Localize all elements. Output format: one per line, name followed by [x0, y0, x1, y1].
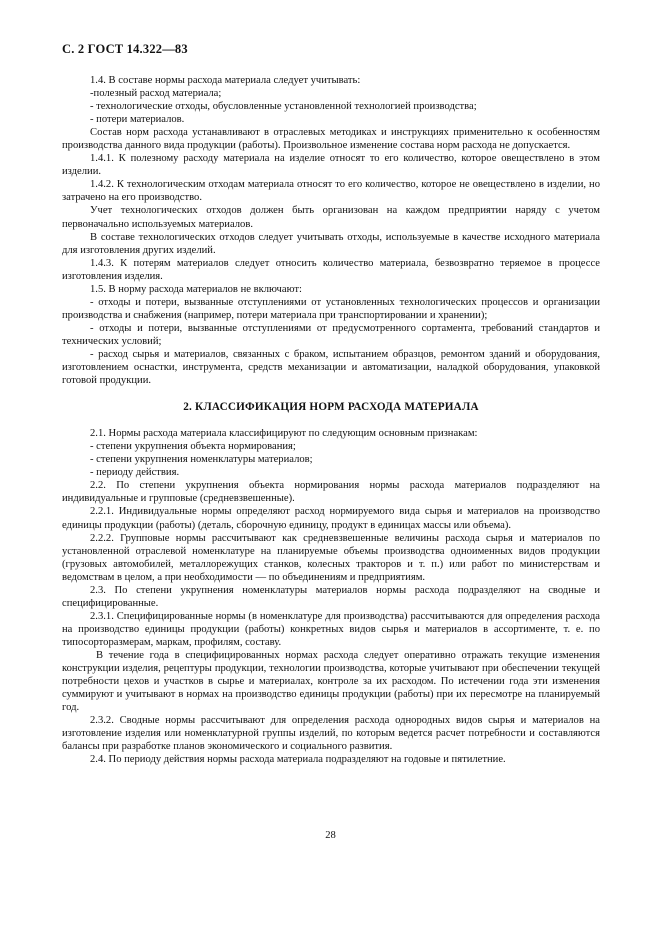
paragraph: 1.4.1. К полезному расходу материала на изделие относят то его количество, которое овеществлено в этом изделии. [62, 153, 600, 178]
paragraph: - степени укрупнения номенклатуры материалов; [90, 454, 313, 466]
paragraph: -полезный расход материала; [90, 88, 222, 100]
section-2-body [62, 427, 600, 766]
paragraph: 2.3.2. Сводные нормы рассчитывают для определения расхода однородных видов сырья и материалов на изготовление изделия или номенклатурной группы изделий, по которым ведется расчет потребности и составляются балансы при разработке планов экономического и социального развития. [62, 715, 600, 753]
paragraph: 1.4.3. К потерям материалов следует относить количество материала, безвозвратно теряемое в процессе изготовления изделия. [62, 257, 600, 282]
paragraph: - периоду действия. [90, 467, 180, 479]
paragraph: - расход сырья и материалов, связанных с браком, испытанием образцов, ремонтом зданий и оборудования, изготовлением оснастки, инструмента, средств механизации и автоматизации, наладкой оборудования, упаковкой готовой продукции. [62, 348, 600, 387]
section-1-continuation [62, 74, 600, 387]
paragraph: В составе технологических отходов следует учитывать отходы, используемые в качестве исходного материала для изготовления других изделий. [62, 231, 600, 256]
paragraph: Состав норм расхода устанавливают в отраслевых методиках и инструкциях применительно к особенностям производства данного вида продукции (работы). Произвольное изменение состава норм расхода не допускается. [62, 127, 600, 152]
paragraph: 1.5. В норму расхода материалов не включают: [90, 283, 302, 295]
paragraph: - технологические отходы, обусловленные установленной технологией производства; [90, 101, 477, 113]
paragraph: 2.4. По периоду действия нормы расхода материала подразделяют на годовые и пятилетние. [90, 754, 506, 766]
document-body [62, 74, 600, 766]
section-title: 2. КЛАССИФИКАЦИЯ НОРМ РАСХОДА МАТЕРИАЛА [183, 401, 479, 414]
paragraph: 2.3. По степени укрупнения номенклатуры материалов нормы расхода подразделяют на сводные и специфицированные. [62, 584, 600, 609]
paragraph: 2.3.1. Специфицированные нормы (в номенклатуре для производства) рассчитываются для определения расхода на производство единицы продукции (работы) конкретных видов сырья и материалов в ассортименте, т. е. по типосорторазмерам, маркам, профилям, составу. [62, 610, 600, 648]
page-header: С. 2 ГОСТ 14.322—83 [62, 42, 188, 56]
page-number: 28 [325, 830, 336, 841]
paragraph: - степени укрупнения объекта нормирования; [90, 441, 296, 453]
paragraph: - потери материалов. [90, 114, 185, 126]
paragraph: 1.4. В составе нормы расхода материала следует учитывать: [90, 75, 361, 86]
paragraph: 2.1. Нормы расхода материала классифицируют по следующим основным признакам: [90, 428, 478, 440]
paragraph: 2.2.1. Индивидуальные нормы определяют расход нормируемого вида сырья и материалов на производство единицы продукции (работы) (деталь, сборочную единицу, продукт в единицах массы или объема). [62, 506, 600, 531]
paragraph: - отходы и потери, вызванные отступлениями от установленных технологических процессов и организации производства и снабжения (например, потери материала при транспортировании и хранении); [62, 296, 600, 321]
paragraph: 1.4.2. К технологическим отходам материала относят то его количество, которое не овеществлено в изделии, но затрачено на его производство. [62, 179, 600, 204]
paragraph: Учет технологических отходов должен быть организован на каждом предприятии наряду с учетом первоначально используемых материалов. [62, 205, 600, 230]
paragraph: - отходы и потери, вызванные отступлениями от предусмотренного сортамента, требований стандартов и технических условий; [62, 322, 600, 347]
paragraph: В течение года в специфицированных нормах расхода следует оперативно отражать текущие изменения конструкции изделия, рецептуры продукции, технологии производства, которые учитывают при обеспечении текущей потребности цехов и участков в сырье и материалах, контроле за их расходом. По истечении года эти изменения суммируют и учитывают в нормах на производство единицы продукции (работы) при их пересмотре на планируемый год. [62, 649, 600, 714]
paragraph: 2.2.2. Групповые нормы рассчитывают как средневзвешенные величины расхода сырья и материалов по установленной отраслевой номенклатуре на планируемые объемы производства одноименных видов продукции (грузовых автомобилей, металлорежущих станков, колесных тракторов и т. п.) или работ по министерствам и ведомствам в целом, а при необходимости — по объединениям и предприятиям. [62, 532, 600, 583]
paragraph: 2.2. По степени укрупнения объекта нормирования нормы расхода материалов подразделяют на индивидуальные и групповые (средневзвешенные). [62, 480, 600, 505]
